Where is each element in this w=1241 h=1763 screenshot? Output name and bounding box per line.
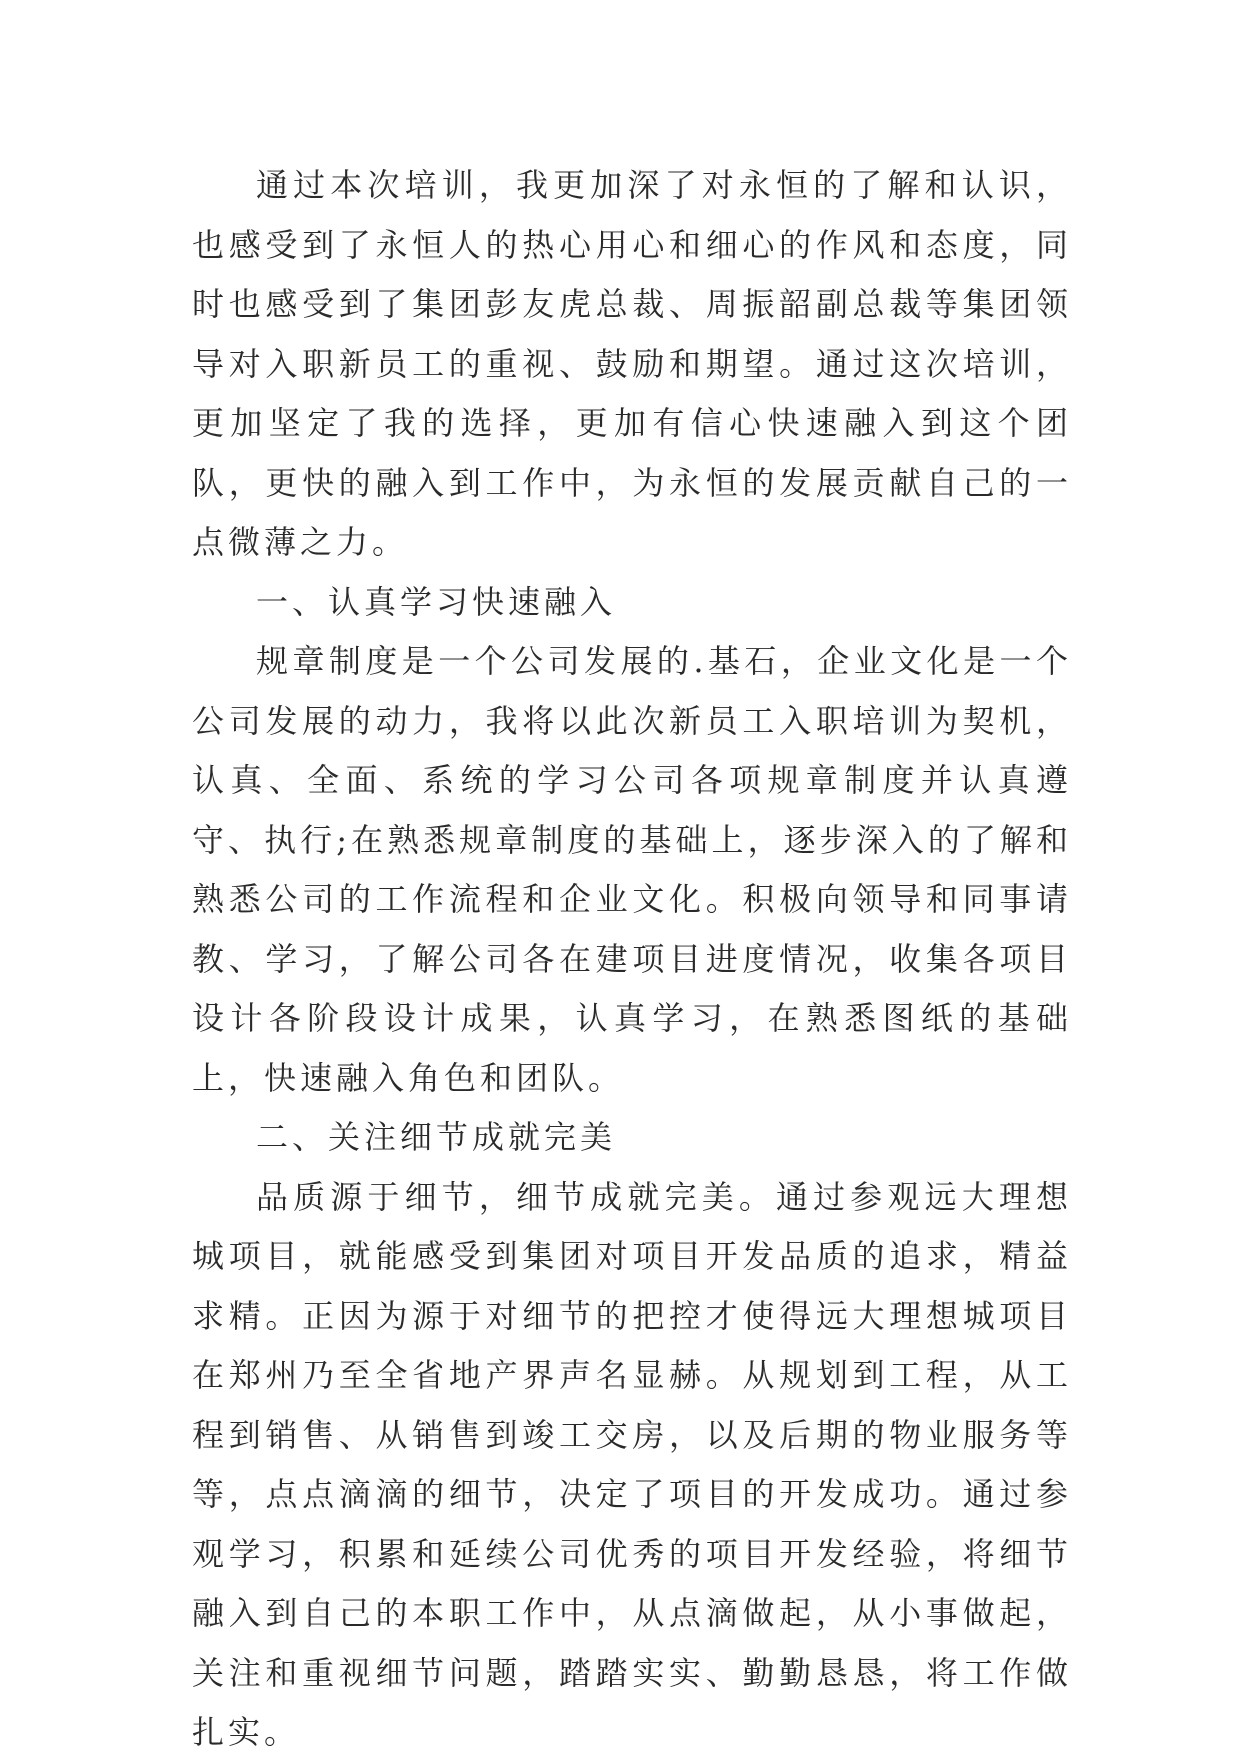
paragraph-section-2: 品质源于细节，细节成就完美。通过参观远大理想城项目，就能感受到集团对项目开发品质的追求，精益求精。正因为源于对细节的把控才使得远大理想城项目在郑州乃至全省地产界声名显赫。从规划到工程，从工程到销售、从销售到竣工交房，以及后期的物业服务等等，点点滴滴的细节，决定了项目的开发成功。通过参观学习，积累和延续公司优秀的项目开发经验，将细节融入到自己的本职工作中，从点滴做起，从小事做起，关注和重视细节问题，踏踏实实、勤勤恳恳，将工作做扎实。 (192, 1177, 1072, 1751)
section-heading-1: 一、认真学习快速融入 (256, 582, 617, 621)
paragraph-section-1: 规章制度是一个公司发展的.基石，企业文化是一个公司发展的动力，我将以此次新员工入职培训为契机，认真、全面、系统的学习公司各项规章制度并认真遵守、执行;在熟悉规章制度的基础上，逐步深入的了解和熟悉公司的工作流程和企业文化。积极向领导和同事请教、学习，了解公司各在建项目进度情况，收集各项目设计各阶段设计成果，认真学习，在熟悉图纸的基础上，快速融入角色和团队。 (192, 642, 1072, 1097)
paragraph-intro: 通过本次培训，我更加深了对永恒的了解和认识，也感受到了永恒人的热心用心和细心的作风和态度，同时也感受到了集团彭友虎总裁、周振韶副总裁等集团领导对入职新员工的重视、鼓励和期望。通过这次培训，更加坚定了我的选择，更加有信心快速融入到这个团队，更快的融入到工作中，为永恒的发展贡献自己的一点微薄之力。 (192, 166, 1072, 561)
document-body (192, 156, 1072, 1763)
section-heading-2: 二、关注细节成就完美 (256, 1118, 617, 1156)
